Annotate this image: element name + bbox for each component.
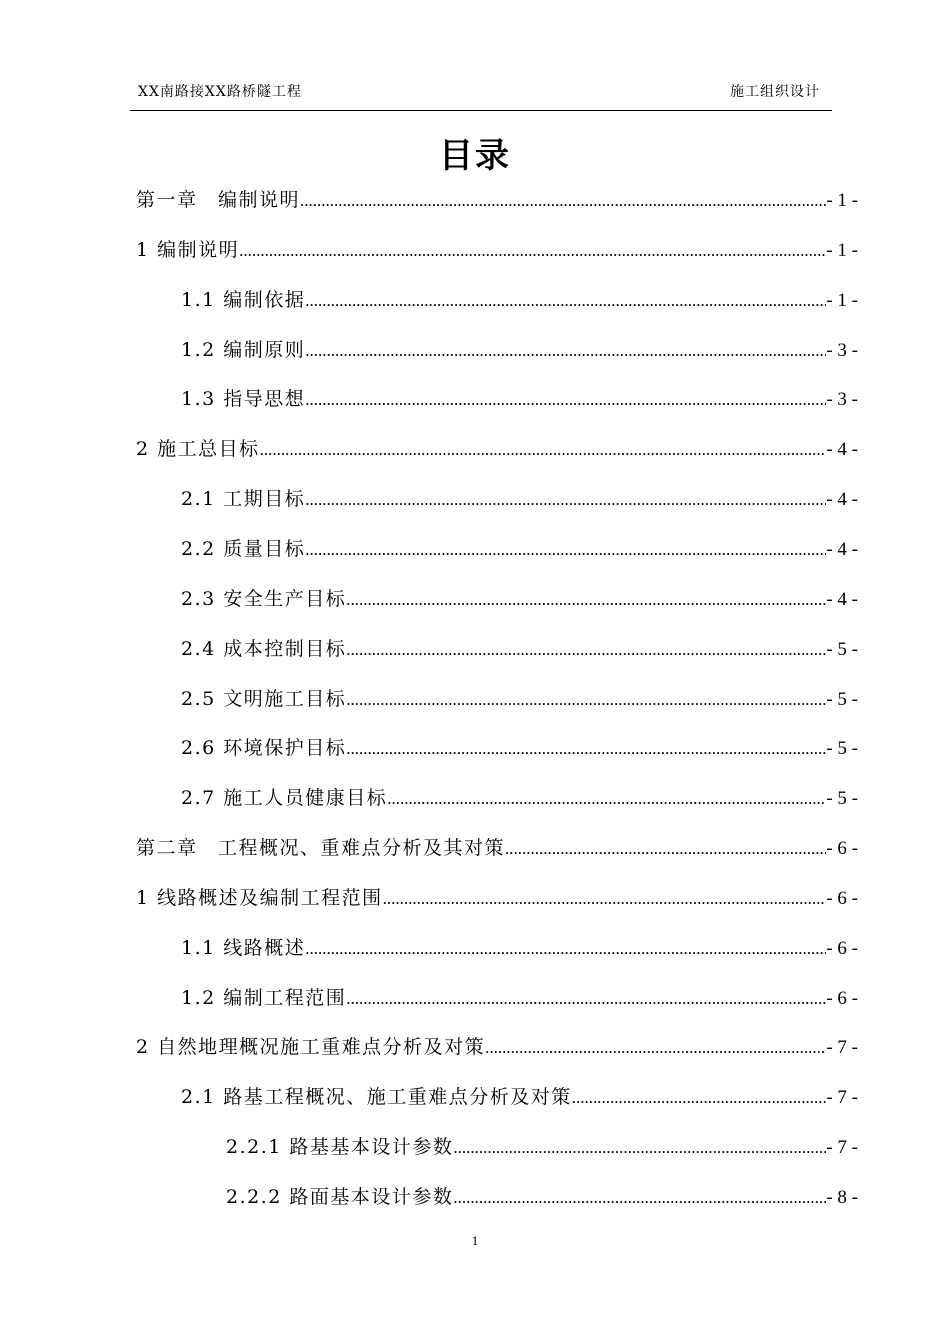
toc-entry[interactable] (226, 1122, 858, 1172)
toc-entry-title: 1 编制说明 (136, 238, 240, 261)
toc-entry-page: - 6 - (826, 987, 858, 1009)
page-header (130, 78, 832, 111)
toc-entry[interactable] (181, 1072, 858, 1122)
toc-dot-leader (453, 1123, 826, 1173)
toc-entry[interactable] (136, 823, 858, 873)
toc-entry-page: - 4 - (826, 439, 858, 461)
toc-dot-leader (300, 176, 826, 226)
toc-entry-page: - 6 - (826, 887, 858, 909)
toc-entry-page: - 3 - (826, 389, 858, 411)
toc-entry[interactable] (136, 225, 858, 275)
toc-entry-title: 第一章 编制说明 (136, 189, 301, 211)
toc-entry[interactable] (181, 524, 858, 574)
toc-entry[interactable] (181, 275, 858, 325)
toc-entry-page: - 5 - (826, 788, 858, 810)
toc-dot-leader (346, 625, 826, 675)
toc-entry-title: 2.7 施工人员健康目标 (181, 787, 388, 810)
toc-entry-page: - 4 - (826, 489, 858, 511)
toc-entry-page: - 8 - (826, 1187, 858, 1208)
toc-dot-leader (383, 874, 827, 924)
toc-entry-title: 2.5 文明施工目标 (181, 687, 347, 710)
toc-entry[interactable] (181, 325, 858, 375)
toc-entry-page: - 6 - (826, 937, 858, 959)
toc-entry-title: 2.1 工期目标 (181, 488, 306, 511)
toc-entry-title: 1.2 编制原则 (181, 338, 306, 361)
toc-entry-title: 2.1 路基工程概况、施工重难点分析及对策 (181, 1086, 572, 1109)
toc-entry-page: - 1 - (826, 190, 858, 211)
toc-dot-leader (305, 475, 826, 525)
toc-entry-page: - 6 - (826, 838, 858, 860)
toc-dot-leader (305, 276, 826, 326)
toc-dot-leader (346, 575, 826, 625)
toc-dot-leader (485, 1023, 826, 1073)
toc-dot-leader (305, 525, 826, 575)
toc-dot-leader (260, 425, 827, 475)
toc-entry-title: 1.1 线路概述 (181, 936, 306, 959)
toc-entry-title: 2.3 安全生产目标 (181, 587, 347, 610)
toc-entry[interactable] (181, 474, 858, 524)
toc-entry[interactable] (136, 424, 858, 474)
page-number: 1 (471, 1233, 479, 1248)
toc-entry[interactable] (181, 973, 858, 1023)
toc-entry-page: - 1 - (826, 289, 858, 311)
toc-entry-title: 1.1 编制依据 (181, 288, 306, 311)
toc-entry-page: - 7 - (826, 1037, 858, 1059)
toc-entry-page: - 5 - (826, 638, 858, 660)
toc-entry-page: - 7 - (826, 1087, 858, 1109)
toc-dot-leader (346, 724, 826, 774)
toc-entry-title: 1.2 编制工程范围 (181, 986, 347, 1009)
toc-entry-page: - 1 - (826, 239, 858, 261)
toc-dot-leader (346, 974, 826, 1024)
toc-entry-title: 2.6 环境保护目标 (181, 737, 347, 760)
toc-entry-page: - 7 - (826, 1137, 858, 1159)
toc-dot-leader (305, 375, 826, 425)
header-project-name: XX南路接XX路桥隧工程 (138, 84, 302, 100)
toc-entry-page: - 5 - (826, 738, 858, 760)
toc-entry-title: 2 自然地理概况施工重难点分析及对策 (136, 1036, 486, 1059)
toc-entry[interactable] (181, 624, 858, 674)
toc-entry-title: 1 线路概述及编制工程范围 (136, 886, 383, 909)
toc-entry-page: - 4 - (826, 538, 858, 560)
toc-dot-leader (305, 924, 826, 974)
toc-entry-page: - 4 - (826, 588, 858, 610)
toc-dot-leader (505, 824, 826, 874)
toc-entry[interactable] (181, 674, 858, 724)
toc-dot-leader (453, 1173, 826, 1223)
toc-entry[interactable] (181, 773, 858, 823)
toc-entry-title: 2.2 质量目标 (181, 537, 306, 560)
toc-entry-title: 2.2.1 路基基本设计参数 (226, 1136, 454, 1159)
toc-entry[interactable] (181, 723, 858, 773)
header-document-type: 施工组织设计 (730, 84, 820, 100)
toc-entry-title: 2 施工总目标 (136, 438, 260, 461)
toc-entry-page: - 5 - (826, 688, 858, 710)
toc-dot-leader (387, 774, 826, 824)
toc-entry[interactable] (136, 175, 858, 225)
toc-dot-leader (305, 326, 826, 376)
toc-entry[interactable] (226, 1172, 858, 1222)
toc-entry-title: 2.4 成本控制目标 (181, 637, 347, 660)
toc-entry-title: 第二章 工程概况、重难点分析及其对策 (136, 837, 506, 860)
toc-entry[interactable] (181, 923, 858, 973)
toc-dot-leader (572, 1073, 827, 1123)
page-title: 目录 (439, 136, 511, 176)
toc-entry[interactable] (136, 873, 858, 923)
toc-entry-title: 2.2.2 路面基本设计参数 (226, 1186, 454, 1208)
toc-entry-page: - 3 - (826, 339, 858, 361)
toc-entry[interactable] (136, 1022, 858, 1072)
toc-dot-leader (346, 675, 826, 725)
toc-dot-leader (239, 226, 826, 276)
toc-entry-title: 1.3 指导思想 (181, 388, 306, 411)
toc-entry[interactable] (181, 374, 858, 424)
toc-entry[interactable] (181, 574, 858, 624)
